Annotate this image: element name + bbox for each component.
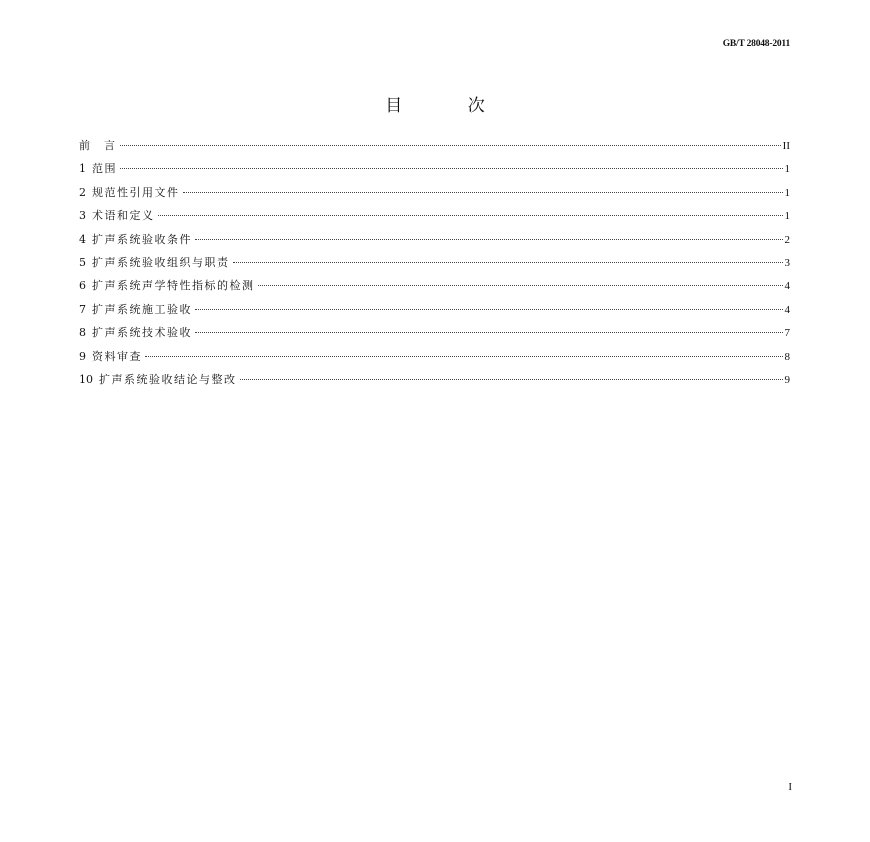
toc-leader-dots	[195, 309, 783, 310]
toc-leader-dots	[158, 215, 783, 216]
toc-leader-dots	[120, 145, 781, 146]
toc-entry-text: 扩声系统声学特性指标的检测	[92, 279, 255, 293]
toc-entry-text: 规范性引用文件	[92, 185, 180, 199]
toc-entry-number: 9	[79, 349, 86, 363]
toc-entry-page: 9	[784, 373, 790, 386]
toc-entry-text: 扩声系统验收结论与整改	[99, 372, 237, 386]
toc-entry-construction-acceptance[interactable]	[79, 301, 790, 324]
toc-entry-acceptance-conditions[interactable]	[79, 231, 790, 254]
toc-entry-page: 3	[784, 256, 790, 269]
toc-leader-dots	[183, 192, 783, 193]
toc-entry-page: 1	[784, 210, 790, 223]
toc-entry-page: 2	[784, 233, 790, 246]
toc-entry-number: 1	[79, 162, 86, 176]
toc-entry-terms-definitions[interactable]	[79, 207, 790, 230]
toc-entry-page: 1	[784, 186, 790, 199]
toc-entry-page: 8	[784, 350, 790, 363]
toc-entry-number: 5	[79, 255, 86, 269]
toc-entry-text: 扩声系统施工验收	[92, 302, 192, 316]
toc-entry-number: 10	[79, 372, 93, 386]
toc-entry-page: 1	[784, 163, 790, 176]
toc-leader-dots	[258, 285, 783, 286]
toc-entry-text: 扩声系统技术验收	[92, 326, 192, 340]
toc-leader-dots	[195, 239, 783, 240]
toc-entry-page: 4	[784, 280, 790, 293]
toc-entry-normative-references[interactable]	[79, 184, 790, 207]
toc-leader-dots	[195, 332, 783, 333]
toc-leader-dots	[233, 262, 783, 263]
toc-entry-page: 7	[784, 327, 790, 340]
toc-leader-dots	[240, 379, 783, 380]
toc-leader-dots	[145, 356, 783, 357]
toc-entry-technical-acceptance[interactable]	[79, 324, 790, 347]
toc-entry-text: 范围	[92, 162, 117, 176]
toc-entry-text: 扩声系统验收组织与职责	[92, 255, 230, 269]
standard-code: GB/T 28048-2011	[722, 39, 790, 49]
toc-entry-foreword[interactable]	[79, 137, 790, 160]
toc-leader-dots	[120, 168, 783, 169]
toc-entry-conclusion-rectification[interactable]	[79, 371, 790, 394]
toc-entry-text: 扩声系统验收条件	[92, 232, 192, 246]
toc-entry-number: 8	[79, 326, 86, 340]
toc-entry-text: 前 言	[79, 139, 117, 152]
toc-entry-page: II	[782, 140, 790, 152]
toc-entry-number: 6	[79, 279, 86, 293]
toc-entry-number: 4	[79, 232, 86, 246]
toc-entry-acoustic-testing[interactable]	[79, 277, 790, 300]
toc-entry-text: 术语和定义	[92, 209, 155, 223]
toc-entry-number: 3	[79, 209, 86, 223]
page-number: I	[788, 781, 792, 793]
toc-entry-document-review[interactable]	[79, 348, 790, 371]
toc-entry-organization-duties[interactable]	[79, 254, 790, 277]
toc-entry-page: 4	[784, 303, 790, 316]
toc-entry-number: 7	[79, 302, 86, 316]
table-of-contents	[79, 137, 790, 394]
page-title: 目 次	[385, 96, 515, 116]
toc-entry-scope[interactable]	[79, 160, 790, 183]
toc-entry-number: 2	[79, 185, 86, 199]
toc-entry-text: 资料审查	[92, 349, 142, 363]
